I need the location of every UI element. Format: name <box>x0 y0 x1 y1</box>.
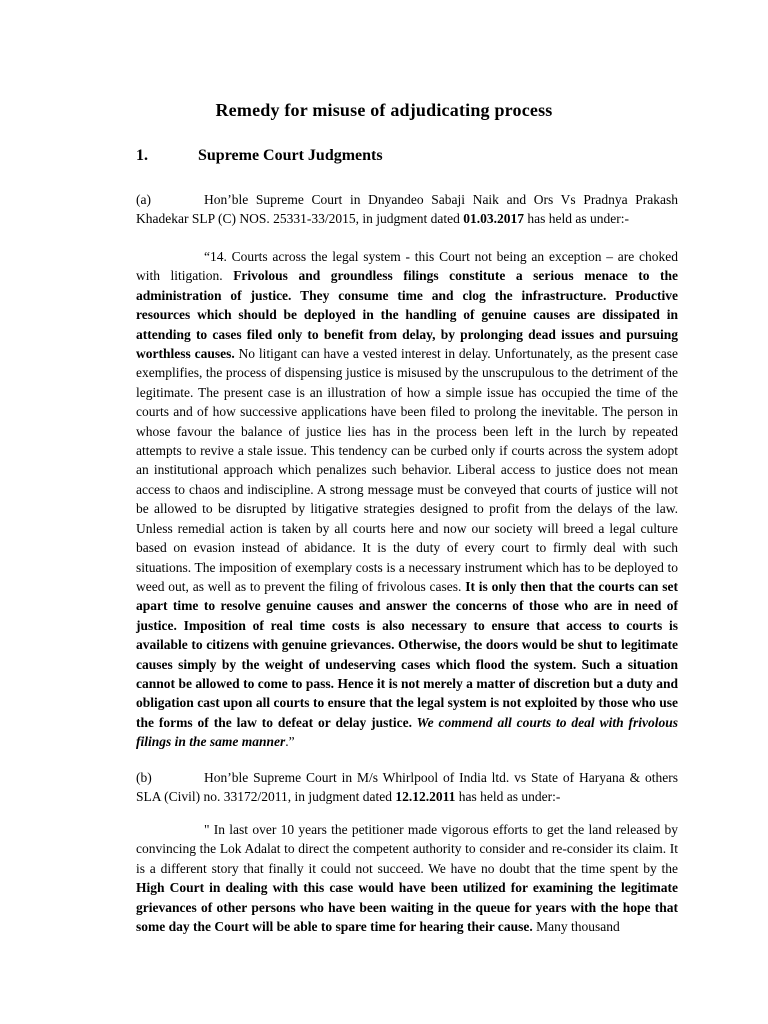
case-b-date: 12.12.2011 <box>395 789 456 804</box>
case-a-quote: “14. Courts across the legal system - this Court not being an exception – are choked with litigation. Frivolous and groundless filings constitute a serious menace to the administration of justice. They consume time and clog the infrastructure. Productive resources which should be deployed in the handling of genuine causes are dissipated in attending to cases filed only to benefit from delay, by prolonging dead issues and pursuing worthless causes. No litigant can have a vested interest in delay. Unfortunately, as the present case exemplifies, the process of dispensing justice is misused by the unscrupulous to the detriment of the legitimate. The present case is an illustration of how a simple issue has occupied the time of the courts and of how successive applications have been filed to prolong the inevitable. The person in whose favour the balance of justice lies has in the process been left in the lurch by repeated attempts to revive a stale issue. This tendency can be curbed only if courts across the system adopt an institutional approach which penalizes such behavior. Liberal access to justice does not mean access to chaos and indiscipline. A strong message must be conveyed that courts of justice will not be allowed to be disrupted by litigative strategies designed to profit from the delays of the law. Unless remedial action is taken by all courts here and now our society will breed a legal culture based on evasion instead of abidance. It is the duty of every court to firmly deal with such situations. The imposition of exemplary costs is a necessary instrument which has to be deployed to weed out, as well as to prevent the filing of frivolous cases. It is only then that the courts can set apart time to resolve genuine causes and answer the concerns of those who are in need of justice. Imposition of real time costs is also necessary to ensure that access to courts is available to citizens with genuine grievances. Otherwise, the doors would be shut to legitimate causes simply by the weight of undeserving cases which flood the system. Such a situation cannot be allowed to come to pass. Hence it is not merely a matter of discretion but a duty and obligation cast upon all courts to ensure that the legal system is not exploited by those who use the forms of the law to defeat or delay justice. We commend all courts to deal with frivolous filings in the same manner.” <box>136 249 679 750</box>
case-a-label: (a) <box>136 192 151 207</box>
case-b-quote: " In last over 10 years the petitioner made vigorous efforts to get the land released by convincing the Lok Adalat to direct the competent authority to consider and re-consider its claim. It is a different story that finally it could not succeed. We have no doubt that the time spent by the High Court in dealing with this case would have been utilized for examining the legitimate grievances of other persons who have been waiting in the queue for years with the hope that some day the Court will be able to spare time for hearing their cause. Many thousand <box>136 822 678 935</box>
case-a-date: 01.03.2017 <box>463 211 524 226</box>
document-title: Remedy for misuse of adjudicating process <box>215 100 553 120</box>
case-a-intro: (a) Hon’ble Supreme Court in Dnyandeo Sabaji Naik and Ors Vs Pradnya Prakash Khadekar SLP (C) NOS. 25331-33/2015, in judgment dated 01.03.2017 has held as under:- <box>136 192 678 226</box>
case-b-label: (b) <box>136 770 152 785</box>
section-number: 1. <box>136 147 148 164</box>
case-b-intro: (b) Hon’ble Supreme Court in M/s Whirlpool of India ltd. vs State of Haryana & others SLA (Civil) no. 33172/2011, in judgment dated 12.12.2011 has held as under:- <box>136 770 678 804</box>
section-heading <box>136 147 383 165</box>
section-title: Supreme Court Judgments <box>198 147 383 164</box>
